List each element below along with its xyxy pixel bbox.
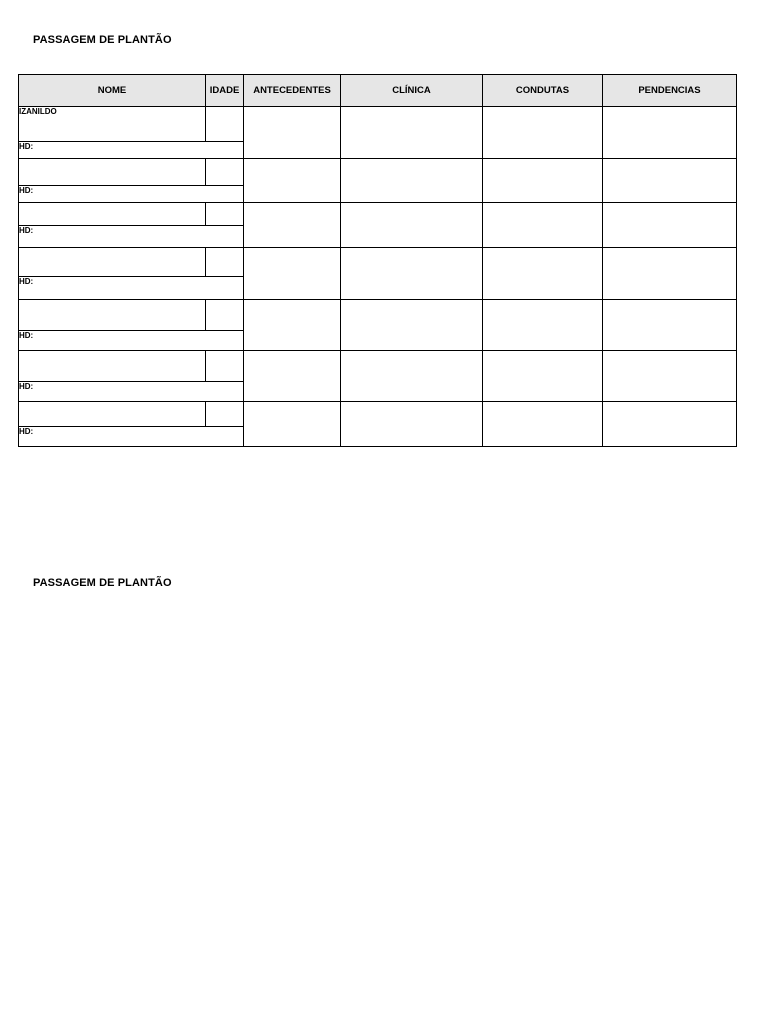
nome-cell[interactable] xyxy=(19,248,206,277)
condutas-cell[interactable] xyxy=(483,402,603,447)
condutas-cell[interactable] xyxy=(483,248,603,300)
pendencias-cell[interactable] xyxy=(603,203,737,248)
antecedentes-cell[interactable] xyxy=(244,248,341,300)
page-title-second: PASSAGEM DE PLANTÃO xyxy=(33,577,172,589)
patient-row xyxy=(19,248,737,277)
hd-cell[interactable]: HD: xyxy=(19,277,244,300)
hd-cell[interactable]: HD: xyxy=(19,226,244,248)
pendencias-cell[interactable] xyxy=(603,159,737,203)
pendencias-cell[interactable] xyxy=(603,300,737,351)
antecedentes-cell[interactable] xyxy=(244,402,341,447)
patient-row xyxy=(19,107,737,142)
page-title: PASSAGEM DE PLANTÃO xyxy=(33,34,172,46)
nome-cell[interactable] xyxy=(19,402,206,427)
patient-row xyxy=(19,159,737,186)
nome-cell[interactable] xyxy=(19,203,206,226)
clinica-cell[interactable] xyxy=(341,351,483,402)
condutas-cell[interactable] xyxy=(483,107,603,159)
antecedentes-cell[interactable] xyxy=(244,203,341,248)
condutas-cell[interactable] xyxy=(483,351,603,402)
header-idade: IDADE xyxy=(206,75,244,107)
nome-cell[interactable] xyxy=(19,300,206,331)
condutas-cell[interactable] xyxy=(483,203,603,248)
nome-cell[interactable] xyxy=(19,159,206,186)
hd-cell[interactable]: HD: xyxy=(19,331,244,351)
nome-cell[interactable] xyxy=(19,351,206,382)
condutas-cell[interactable] xyxy=(483,300,603,351)
header-nome: NOME xyxy=(19,75,206,107)
handoff-table xyxy=(18,74,737,447)
antecedentes-cell[interactable] xyxy=(244,107,341,159)
idade-cell[interactable] xyxy=(206,107,244,142)
pendencias-cell[interactable] xyxy=(603,248,737,300)
clinica-cell[interactable] xyxy=(341,203,483,248)
idade-cell[interactable] xyxy=(206,402,244,427)
pendencias-cell[interactable] xyxy=(603,107,737,159)
antecedentes-cell[interactable] xyxy=(244,300,341,351)
pendencias-cell[interactable] xyxy=(603,402,737,447)
patient-row xyxy=(19,300,737,331)
antecedentes-cell[interactable] xyxy=(244,159,341,203)
pendencias-cell[interactable] xyxy=(603,351,737,402)
idade-cell[interactable] xyxy=(206,351,244,382)
condutas-cell[interactable] xyxy=(483,159,603,203)
patient-row xyxy=(19,203,737,226)
patient-row xyxy=(19,402,737,427)
header-antecedentes: ANTECEDENTES xyxy=(244,75,341,107)
antecedentes-cell[interactable] xyxy=(244,351,341,402)
hd-cell[interactable]: HD: xyxy=(19,427,244,447)
idade-cell[interactable] xyxy=(206,203,244,226)
clinica-cell[interactable] xyxy=(341,300,483,351)
idade-cell[interactable] xyxy=(206,159,244,186)
nome-cell[interactable]: IZANILDO xyxy=(19,107,206,142)
idade-cell[interactable] xyxy=(206,248,244,277)
header-condutas: CONDUTAS xyxy=(483,75,603,107)
clinica-cell[interactable] xyxy=(341,159,483,203)
header-clinica: CLÍNICA xyxy=(341,75,483,107)
hd-cell[interactable]: HD: xyxy=(19,382,244,402)
clinica-cell[interactable] xyxy=(341,107,483,159)
patient-row xyxy=(19,351,737,382)
clinica-cell[interactable] xyxy=(341,248,483,300)
header-pendencias: PENDENCIAS xyxy=(603,75,737,107)
hd-cell[interactable]: HD: xyxy=(19,142,244,159)
hd-cell[interactable]: HD: xyxy=(19,186,244,203)
clinica-cell[interactable] xyxy=(341,402,483,447)
header-row xyxy=(19,75,737,107)
idade-cell[interactable] xyxy=(206,300,244,331)
